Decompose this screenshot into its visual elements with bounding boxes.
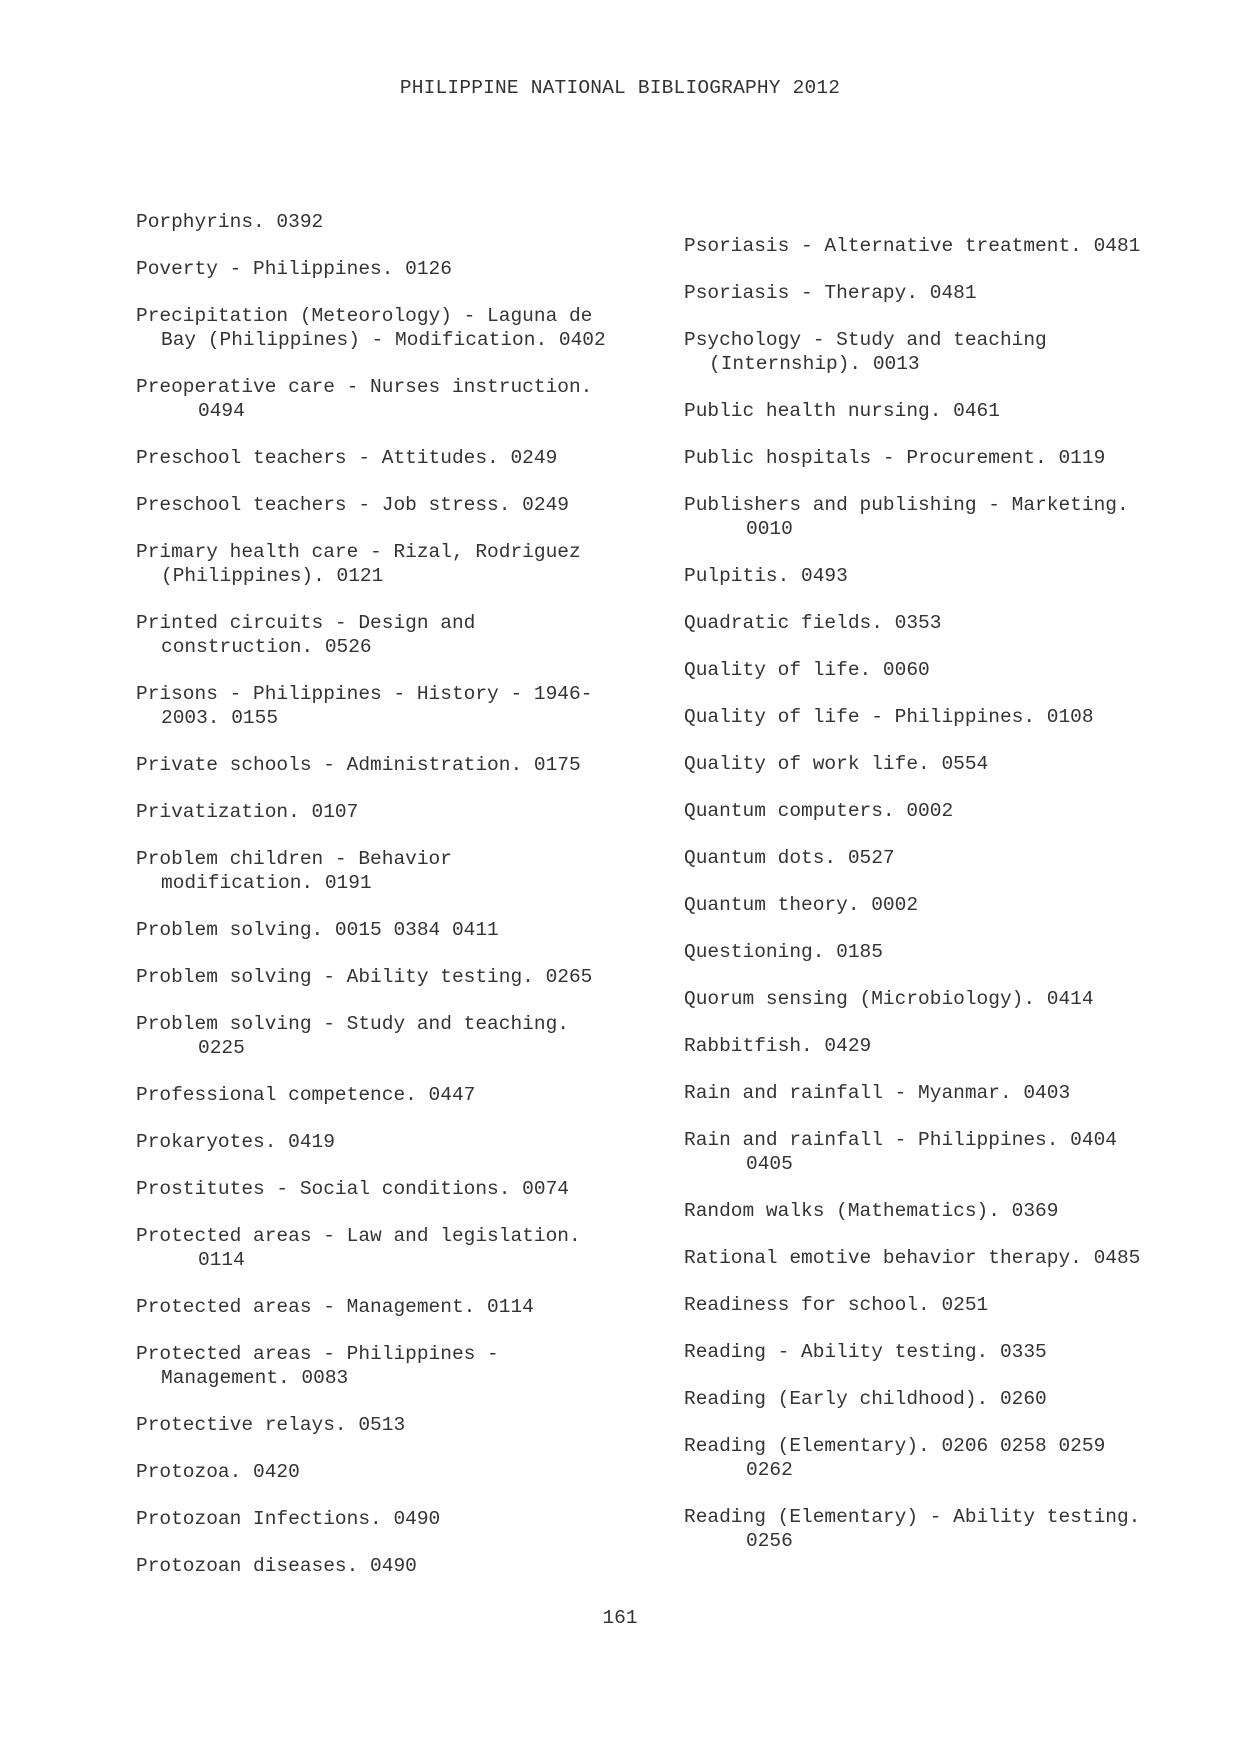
index-entry xyxy=(684,1081,1204,1105)
index-entry xyxy=(136,918,636,942)
index-entry xyxy=(136,965,636,989)
index-entry xyxy=(136,753,636,777)
index-entry xyxy=(684,940,1204,964)
index-entry xyxy=(136,800,636,824)
index-entry-line: Preschool teachers - Attitudes. 0249 xyxy=(136,447,558,469)
index-entry-line: Public health nursing. 0461 xyxy=(684,400,1000,422)
index-entry xyxy=(136,1554,636,1578)
index-entry xyxy=(136,493,636,517)
index-entry-line: Protected areas - Management. 0114 xyxy=(136,1296,534,1318)
index-entry-line: Rabbitfish. 0429 xyxy=(684,1035,872,1057)
index-entry-line: Rain and rainfall - Myanmar. 0403 xyxy=(684,1082,1071,1104)
index-entry xyxy=(136,1130,636,1154)
index-entry-line: Quality of work life. 0554 xyxy=(684,753,989,775)
index-entry-line: Quorum sensing (Microbiology). 0414 xyxy=(684,988,1094,1010)
index-entry xyxy=(136,257,636,281)
index-entry-line: Quantum computers. 0002 xyxy=(684,800,954,822)
index-entry-line: Prokaryotes. 0419 xyxy=(136,1131,335,1153)
index-entry-line: Reading - Ability testing. 0335 xyxy=(684,1341,1047,1363)
index-entry-continuation: 0262 xyxy=(746,1459,793,1481)
index-entry xyxy=(136,540,636,588)
index-entry-line: Psychology - Study and teaching xyxy=(684,329,1047,351)
index-entry-line: Rain and rainfall - Philippines. 0404 xyxy=(684,1129,1117,1151)
index-entry-line: Quality of life - Philippines. 0108 xyxy=(684,706,1094,728)
index-entry xyxy=(684,234,1204,258)
index-entry xyxy=(684,611,1204,635)
index-entry xyxy=(684,893,1204,917)
index-entry-continuation: Management. 0083 xyxy=(161,1367,349,1389)
index-entry-line: Privatization. 0107 xyxy=(136,801,359,823)
index-entry xyxy=(684,799,1204,823)
index-entry-continuation: modification. 0191 xyxy=(161,872,372,894)
index-entry xyxy=(136,375,636,423)
index-entry xyxy=(684,446,1204,470)
index-entry-line: Preschool teachers - Job stress. 0249 xyxy=(136,494,569,516)
index-entry-line: Protozoan Infections. 0490 xyxy=(136,1508,441,1530)
index-entry-line: Reading (Elementary). 0206 0258 0259 xyxy=(684,1435,1106,1457)
index-entry-line: Precipitation (Meteorology) - Laguna de xyxy=(136,305,593,327)
index-entry-continuation: 2003. 0155 xyxy=(161,707,279,729)
index-entry-continuation: 0494 xyxy=(198,400,245,422)
index-entry-continuation: Bay (Philippines) - Modification. 0402 xyxy=(161,329,606,351)
index-entry xyxy=(684,1199,1204,1223)
index-entry-line: Poverty - Philippines. 0126 xyxy=(136,258,452,280)
index-entry xyxy=(684,987,1204,1011)
index-entry-continuation: (Philippines). 0121 xyxy=(161,565,384,587)
index-entry-line: Printed circuits - Design and xyxy=(136,612,476,634)
index-entry xyxy=(136,1012,636,1060)
index-entry-continuation: construction. 0526 xyxy=(161,636,372,658)
index-entry-line: Problem solving - Ability testing. 0265 xyxy=(136,966,593,988)
index-entry-line: Random walks (Mathematics). 0369 xyxy=(684,1200,1059,1222)
index-entry xyxy=(136,847,636,895)
index-entry-line: Problem solving - Study and teaching. xyxy=(136,1013,569,1035)
index-entry xyxy=(684,658,1204,682)
index-entry xyxy=(136,611,636,659)
index-entry-continuation: 0405 xyxy=(746,1153,793,1175)
index-entry xyxy=(684,752,1204,776)
index-entry-line: Protozoan diseases. 0490 xyxy=(136,1555,417,1577)
index-entry-line: Private schools - Administration. 0175 xyxy=(136,754,581,776)
index-entry xyxy=(136,1083,636,1107)
index-entry-continuation: 0010 xyxy=(746,518,793,540)
page-number: 161 xyxy=(602,1607,638,1629)
index-entry xyxy=(684,846,1204,870)
index-entry-line: Protective relays. 0513 xyxy=(136,1414,406,1436)
index-entry-line: Readiness for school. 0251 xyxy=(684,1294,989,1316)
index-entry xyxy=(684,1340,1204,1364)
index-entry-continuation: 0225 xyxy=(198,1037,245,1059)
index-entry xyxy=(684,281,1204,305)
index-entry-line: Psoriasis - Therapy. 0481 xyxy=(684,282,977,304)
page-header: PHILIPPINE NATIONAL BIBLIOGRAPHY 2012 xyxy=(399,77,841,99)
index-entry-line: Protected areas - Law and legislation. xyxy=(136,1225,581,1247)
index-entry-line: Public hospitals - Procurement. 0119 xyxy=(684,447,1106,469)
index-entry xyxy=(684,705,1204,729)
index-entry xyxy=(136,1177,636,1201)
index-entry xyxy=(684,1034,1204,1058)
index-entry-continuation: (Internship). 0013 xyxy=(709,353,920,375)
index-entry-line: Rational emotive behavior therapy. 0485 xyxy=(684,1247,1141,1269)
index-entry xyxy=(684,328,1204,376)
index-entry-line: Reading (Elementary) - Ability testing. xyxy=(684,1506,1141,1528)
index-entry xyxy=(684,1128,1204,1176)
index-entry-line: Preoperative care - Nurses instruction. xyxy=(136,376,593,398)
index-entry-line: Porphyrins. 0392 xyxy=(136,211,324,233)
index-entry-line: Questioning. 0185 xyxy=(684,941,883,963)
index-entry-line: Protozoa. 0420 xyxy=(136,1461,300,1483)
index-entry-line: Psoriasis - Alternative treatment. 0481 xyxy=(684,235,1141,257)
index-entry-line: Professional competence. 0447 xyxy=(136,1084,476,1106)
index-entry xyxy=(684,1246,1204,1270)
index-entry-line: Quality of life. 0060 xyxy=(684,659,930,681)
index-entry-line: Reading (Early childhood). 0260 xyxy=(684,1388,1047,1410)
index-entry xyxy=(136,210,636,234)
index-entry-line: Quantum dots. 0527 xyxy=(684,847,895,869)
index-entry xyxy=(136,1295,636,1319)
index-entry-line: Publishers and publishing - Marketing. xyxy=(684,494,1129,516)
index-entry-line: Prisons - Philippines - History - 1946- xyxy=(136,683,593,705)
index-entry xyxy=(684,564,1204,588)
index-entry xyxy=(136,1507,636,1531)
index-entry xyxy=(684,493,1204,541)
index-entry-line: Pulpitis. 0493 xyxy=(684,565,848,587)
index-entry xyxy=(136,1342,636,1390)
index-entry-line: Quantum theory. 0002 xyxy=(684,894,919,916)
index-entry xyxy=(136,304,636,352)
index-entry xyxy=(136,1460,636,1484)
index-entry-line: Problem children - Behavior xyxy=(136,848,452,870)
index-entry xyxy=(136,1413,636,1437)
index-entry-continuation: 0256 xyxy=(746,1530,793,1552)
index-entry-line: Quadratic fields. 0353 xyxy=(684,612,942,634)
index-entry xyxy=(684,1293,1204,1317)
index-entry xyxy=(136,1224,636,1272)
index-entry-line: Prostitutes - Social conditions. 0074 xyxy=(136,1178,569,1200)
index-entry-line: Primary health care - Rizal, Rodriguez xyxy=(136,541,581,563)
index-entry-continuation: 0114 xyxy=(198,1249,245,1271)
index-entry-line: Protected areas - Philippines - xyxy=(136,1343,499,1365)
index-entry xyxy=(684,1387,1204,1411)
index-entry-line: Problem solving. 0015 0384 0411 xyxy=(136,919,499,941)
index-entry xyxy=(684,399,1204,423)
index-entry xyxy=(136,446,636,470)
index-entry xyxy=(136,682,636,730)
index-entry xyxy=(684,1505,1204,1553)
index-entry xyxy=(684,1434,1204,1482)
